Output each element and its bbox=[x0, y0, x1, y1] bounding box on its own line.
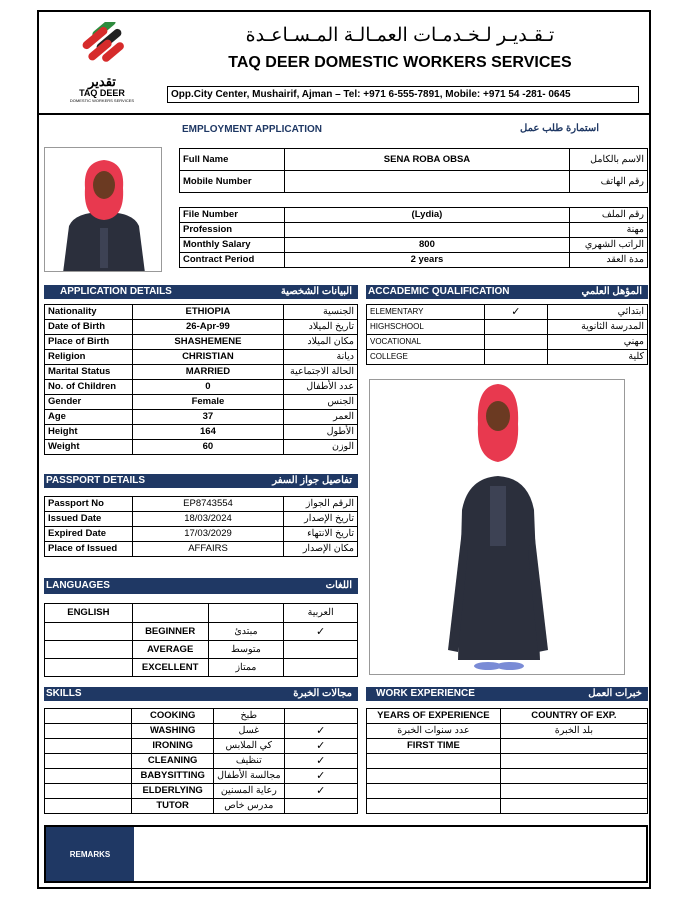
work-row bbox=[367, 799, 648, 814]
application-details-header bbox=[44, 285, 358, 299]
section-title-ar: المؤهل العلمي bbox=[581, 286, 642, 297]
applicant-photo-large bbox=[369, 379, 625, 675]
work-row bbox=[367, 769, 648, 784]
top-info-table bbox=[179, 148, 648, 193]
passport-table bbox=[44, 496, 358, 557]
check-mark-icon bbox=[284, 659, 358, 677]
detail-label: Age bbox=[45, 410, 133, 425]
detail-label-ar: العمر bbox=[284, 410, 358, 425]
academic-level-ar: كلية bbox=[548, 350, 648, 365]
languages-header bbox=[44, 578, 358, 594]
academic-level: HIGHSCHOOL bbox=[367, 320, 485, 335]
skill-blank bbox=[45, 724, 132, 739]
work-head-row bbox=[367, 709, 648, 724]
detail-row bbox=[45, 395, 358, 410]
section-title-ar: البيانات الشخصية bbox=[280, 286, 352, 297]
passport-label: Expired Date bbox=[45, 527, 133, 542]
country-col-label: COUNTRY OF EXP. bbox=[500, 709, 647, 724]
file-number-value: (Lydia) bbox=[284, 208, 569, 223]
language-level: BEGINNER bbox=[132, 623, 208, 641]
detail-value: ETHIOPIA bbox=[132, 305, 283, 320]
english-col-label: ENGLISH bbox=[45, 604, 133, 623]
passport-header bbox=[44, 474, 358, 488]
info-label-ar: رقم الهاتف bbox=[570, 171, 648, 193]
application-details-table bbox=[44, 304, 358, 455]
header-arabic-title: تـقـديـر لـخـدمـات العمـالـة المـسـاعـدة bbox=[245, 25, 555, 46]
detail-label: Nationality bbox=[45, 305, 133, 320]
skill-blank bbox=[45, 784, 132, 799]
info-label: Full Name bbox=[180, 149, 285, 171]
language-level-ar: ممتاز bbox=[208, 659, 284, 677]
mobile-number-value bbox=[284, 171, 569, 193]
contract-value: 2 years bbox=[284, 253, 569, 268]
section-title-ar: مجالات الخبرة bbox=[293, 688, 352, 699]
check-mark-icon: ✓ bbox=[284, 769, 357, 784]
skill-name-ar: غسل bbox=[214, 724, 284, 739]
detail-value: 26-Apr-99 bbox=[132, 320, 283, 335]
detail-value: 164 bbox=[132, 425, 283, 440]
skill-name-ar: تنظيف bbox=[214, 754, 284, 769]
section-title-ar: اللغات bbox=[325, 580, 352, 591]
detail-label-ar: عدد الأطفال bbox=[284, 380, 358, 395]
detail-label-ar: مكان الميلاد bbox=[284, 335, 358, 350]
passport-label-ar: تاريخ الانتهاء bbox=[284, 527, 358, 542]
file-label: Profession bbox=[180, 223, 285, 238]
academic-header bbox=[366, 285, 648, 299]
info-row bbox=[180, 149, 648, 171]
file-label: File Number bbox=[180, 208, 285, 223]
passport-label: Passport No bbox=[45, 497, 133, 512]
detail-value: MARRIED bbox=[132, 365, 283, 380]
passport-row bbox=[45, 527, 358, 542]
skill-row bbox=[45, 739, 358, 754]
work-experience-header bbox=[366, 687, 648, 701]
detail-value: CHRISTIAN bbox=[132, 350, 283, 365]
detail-row bbox=[45, 320, 358, 335]
academic-level-ar: المدرسة الثانوية bbox=[548, 320, 648, 335]
section-title-ar: خبرات العمل bbox=[588, 688, 642, 699]
detail-label-ar: ديانة bbox=[284, 350, 358, 365]
work-head-row-ar bbox=[367, 724, 648, 739]
detail-label: Gender bbox=[45, 395, 133, 410]
check-mark-icon: ✓ bbox=[284, 739, 357, 754]
language-row bbox=[45, 659, 358, 677]
header-address: Opp.City Center, Mushairif, Ajman – Tel: +971 6-555-7891, Mobile: +971 54 -281- 0645 bbox=[167, 86, 639, 103]
skill-row bbox=[45, 799, 358, 814]
section-title-en: APPLICATION DETAILS bbox=[60, 286, 172, 297]
passport-value: EP8743554 bbox=[132, 497, 283, 512]
file-label-ar: الراتب الشهري bbox=[570, 238, 648, 253]
file-label-ar: مهنة bbox=[570, 223, 648, 238]
company-logo bbox=[64, 22, 140, 102]
detail-row bbox=[45, 335, 358, 350]
check-mark-icon: ✓ bbox=[284, 784, 357, 799]
file-row bbox=[180, 208, 648, 223]
skill-name-ar: طبخ bbox=[214, 709, 284, 724]
skills-header bbox=[44, 687, 358, 701]
detail-row bbox=[45, 380, 358, 395]
form-title-en: EMPLOYMENT APPLICATION bbox=[182, 124, 322, 135]
work-row bbox=[367, 784, 648, 799]
skill-name-ar: كي الملابس bbox=[214, 739, 284, 754]
passport-value: AFFAIRS bbox=[132, 542, 283, 557]
academic-level: ELEMENTARY bbox=[367, 305, 485, 320]
remarks-label: REMARKS bbox=[46, 827, 134, 881]
skill-name-ar: رعاية المسنين bbox=[214, 784, 284, 799]
applicant-photo-small bbox=[44, 147, 162, 272]
detail-label-ar: الحالة الاجتماعية bbox=[284, 365, 358, 380]
skill-row bbox=[45, 769, 358, 784]
passport-label: Place of Issued bbox=[45, 542, 133, 557]
file-label-ar: رقم الملف bbox=[570, 208, 648, 223]
check-mark-icon bbox=[45, 659, 133, 677]
detail-label: Religion bbox=[45, 350, 133, 365]
check-mark-icon bbox=[484, 350, 548, 365]
languages-head-row bbox=[45, 604, 358, 623]
file-label: Contract Period bbox=[180, 253, 285, 268]
years-col-label: YEARS OF EXPERIENCE bbox=[367, 709, 501, 724]
remarks-box bbox=[44, 825, 648, 883]
detail-value: 37 bbox=[132, 410, 283, 425]
form-title-ar: استمارة طلب عمل bbox=[520, 123, 600, 134]
passport-label-ar: مكان الإصدار bbox=[284, 542, 358, 557]
check-mark-icon bbox=[45, 623, 133, 641]
language-level-ar: مبتدئ bbox=[208, 623, 284, 641]
check-mark-icon: ✓ bbox=[484, 305, 548, 320]
logo-subtitle: DOMESTIC WORKERS SERVICES bbox=[69, 98, 135, 103]
skills-table bbox=[44, 708, 358, 814]
salary-value: 800 bbox=[284, 238, 569, 253]
detail-row bbox=[45, 410, 358, 425]
skill-name: IRONING bbox=[132, 739, 214, 754]
work-experience-table bbox=[366, 708, 648, 814]
detail-label-ar: الأطول bbox=[284, 425, 358, 440]
detail-label: Height bbox=[45, 425, 133, 440]
detail-value: Female bbox=[132, 395, 283, 410]
check-mark-icon bbox=[284, 799, 357, 814]
detail-row bbox=[45, 440, 358, 455]
detail-label-ar: تاريخ الميلاد bbox=[284, 320, 358, 335]
academic-level-ar: مهني bbox=[548, 335, 648, 350]
academic-level: VOCATIONAL bbox=[367, 335, 485, 350]
arabic-col-label: العربية bbox=[284, 604, 358, 623]
detail-row bbox=[45, 365, 358, 380]
detail-label: Weight bbox=[45, 440, 133, 455]
logo-english: TAQ DEER bbox=[79, 88, 125, 98]
work-row bbox=[367, 739, 648, 754]
skill-blank bbox=[45, 754, 132, 769]
section-title-ar: تفاصيل جواز السفر bbox=[272, 475, 352, 486]
check-mark-icon bbox=[45, 641, 133, 659]
file-info-table bbox=[179, 207, 648, 268]
section-title-en: LANGUAGES bbox=[46, 580, 110, 591]
detail-label-ar: الجنس bbox=[284, 395, 358, 410]
section-title-en: ACCADEMIC QUALIFICATION bbox=[368, 286, 510, 297]
academic-level: COLLEGE bbox=[367, 350, 485, 365]
academic-row bbox=[367, 350, 648, 365]
detail-row bbox=[45, 350, 358, 365]
skill-name: TUTOR bbox=[132, 799, 214, 814]
skill-blank bbox=[45, 709, 132, 724]
full-name-value: SENA ROBA OBSA bbox=[284, 149, 569, 171]
info-label-ar: الاسم بالكامل bbox=[570, 149, 648, 171]
skill-blank bbox=[45, 769, 132, 784]
academic-row bbox=[367, 305, 648, 320]
skill-blank bbox=[45, 739, 132, 754]
skill-name-ar: مدرس خاص bbox=[214, 799, 284, 814]
remarks-value bbox=[138, 831, 642, 877]
detail-value: 60 bbox=[132, 440, 283, 455]
skill-name: BABYSITTING bbox=[132, 769, 214, 784]
logo-arabic: تقدير bbox=[88, 74, 116, 89]
detail-row bbox=[45, 305, 358, 320]
language-level: EXCELLENT bbox=[132, 659, 208, 677]
file-row bbox=[180, 223, 648, 238]
file-label-ar: مدة العقد bbox=[570, 253, 648, 268]
detail-label: Place of Birth bbox=[45, 335, 133, 350]
check-mark-icon bbox=[284, 641, 358, 659]
info-label: Mobile Number bbox=[180, 171, 285, 193]
academic-table bbox=[366, 304, 648, 365]
header-english-title: TAQ DEER DOMESTIC WORKERS SERVICES bbox=[228, 54, 572, 71]
passport-label: Issued Date bbox=[45, 512, 133, 527]
profession-value bbox=[284, 223, 569, 238]
detail-label: No. of Children bbox=[45, 380, 133, 395]
skill-name: WASHING bbox=[132, 724, 214, 739]
country-col-label-ar: بلد الخبرة bbox=[500, 724, 647, 739]
skill-name-ar: مجالسة الأطفال bbox=[214, 769, 284, 784]
skill-row bbox=[45, 724, 358, 739]
academic-row bbox=[367, 320, 648, 335]
section-title-en: SKILLS bbox=[46, 688, 82, 699]
check-mark-icon: ✓ bbox=[284, 754, 357, 769]
passport-value: 18/03/2024 bbox=[132, 512, 283, 527]
info-row bbox=[180, 171, 648, 193]
language-row bbox=[45, 641, 358, 659]
logo-mark-icon bbox=[64, 22, 140, 70]
skill-name: CLEANING bbox=[132, 754, 214, 769]
file-label: Monthly Salary bbox=[180, 238, 285, 253]
passport-row bbox=[45, 497, 358, 512]
language-level: AVERAGE bbox=[132, 641, 208, 659]
skill-row bbox=[45, 754, 358, 769]
skill-row bbox=[45, 709, 358, 724]
section-title-en: PASSPORT DETAILS bbox=[46, 475, 146, 486]
check-mark-icon: ✓ bbox=[284, 724, 357, 739]
file-row bbox=[180, 238, 648, 253]
skill-name: ELDERLYING bbox=[132, 784, 214, 799]
section-title-en: WORK EXPERIENCE bbox=[376, 688, 475, 699]
skill-blank bbox=[45, 799, 132, 814]
detail-label-ar: الوزن bbox=[284, 440, 358, 455]
passport-value: 17/03/2029 bbox=[132, 527, 283, 542]
language-level-ar: متوسط bbox=[208, 641, 284, 659]
file-row bbox=[180, 253, 648, 268]
check-mark-icon bbox=[484, 320, 548, 335]
years-col-label-ar: عدد سنوات الخبرة bbox=[367, 724, 501, 739]
check-mark-icon bbox=[284, 709, 357, 724]
check-mark-icon bbox=[484, 335, 548, 350]
passport-row bbox=[45, 512, 358, 527]
skill-name: COOKING bbox=[132, 709, 214, 724]
academic-row bbox=[367, 335, 648, 350]
languages-table bbox=[44, 603, 358, 677]
detail-value: 0 bbox=[132, 380, 283, 395]
passport-row bbox=[45, 542, 358, 557]
language-row bbox=[45, 623, 358, 641]
passport-label-ar: الرقم الجواز bbox=[284, 497, 358, 512]
first-time-value: FIRST TIME bbox=[367, 739, 501, 754]
detail-label: Marital Status bbox=[45, 365, 133, 380]
academic-level-ar: ابتدائي bbox=[548, 305, 648, 320]
detail-label-ar: الجنسية bbox=[284, 305, 358, 320]
passport-label-ar: تاريخ الإصدار bbox=[284, 512, 358, 527]
skill-row bbox=[45, 784, 358, 799]
work-row bbox=[367, 754, 648, 769]
check-mark-icon: ✓ bbox=[284, 623, 358, 641]
detail-value: SHASHEMENE bbox=[132, 335, 283, 350]
detail-row bbox=[45, 425, 358, 440]
detail-label: Date of Birth bbox=[45, 320, 133, 335]
